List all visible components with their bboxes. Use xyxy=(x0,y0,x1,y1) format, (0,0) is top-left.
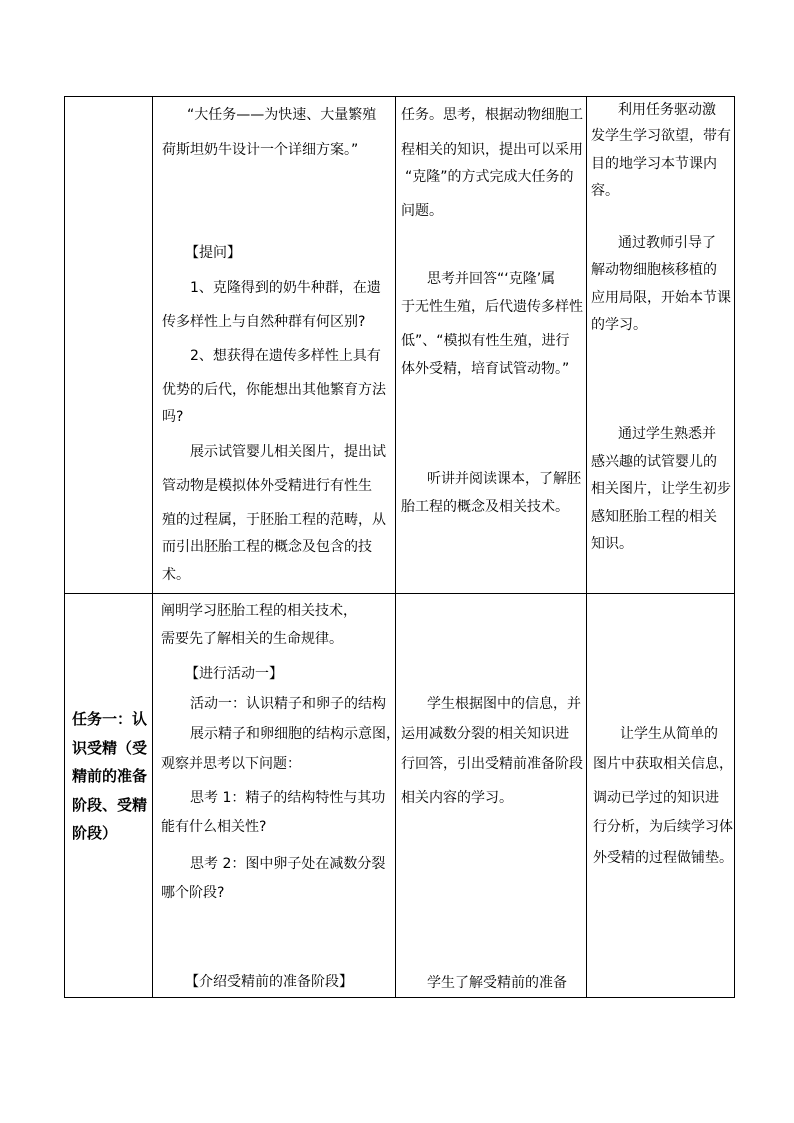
row1-intent-line: 相关图片，让学生初步 xyxy=(591,481,731,497)
row1-student-line: 问题。 xyxy=(401,203,443,219)
row2-intent-line: 行分析，为后续学习体 xyxy=(593,819,733,835)
column-divider xyxy=(152,97,153,997)
row2-process-line: 能有什么相关性? xyxy=(161,819,267,835)
stage-title-line: 阶段） xyxy=(72,824,118,842)
row2-intent-line: 外受精的过程做铺垫。 xyxy=(593,850,733,866)
row2-intent-line: 调动已学过的知识进 xyxy=(593,790,719,806)
row1-process-line: 荷斯坦奶牛设计一个详细方案。” xyxy=(162,142,359,158)
row1-intent-line: 目的地学习本节课内 xyxy=(591,156,717,172)
row1-process-line: 吗? xyxy=(162,409,184,425)
row1-process-line: 展示试管婴儿相关图片，提出试 xyxy=(190,444,386,460)
row2-process-line: 需要先了解相关的生命规律。 xyxy=(161,631,343,647)
stage-title-line: 阶段、受精 xyxy=(72,796,148,814)
row1-student-line: 于无性生殖，后代遗传多样性 xyxy=(401,299,583,315)
row1-intent-line: 容。 xyxy=(591,183,619,199)
row1-intent-line: 感知胚胎工程的相关 xyxy=(591,509,717,525)
row2-process-line: 【进行活动一】 xyxy=(185,666,283,682)
row1-intent-line: 知识。 xyxy=(591,536,633,552)
row1-student-line: 思考并回答“‘克隆’属 xyxy=(427,271,556,287)
row2-process-line: 展示精子和卵细胞的结构示意图， xyxy=(190,726,400,742)
row1-student-line: 程相关的知识，提出可以采用 xyxy=(401,142,583,158)
row1-intent-line: 发学生学习欲望，带有 xyxy=(591,128,731,144)
row1-process-line: “大任务——为快速、大量繁殖 xyxy=(187,107,377,123)
row2-student-line: 相关内容的学习。 xyxy=(401,790,513,806)
row2-process-line: 阐明学习胚胎工程的相关技术， xyxy=(161,603,357,619)
row1-process-line: 2、想获得在遗传多样性上具有 xyxy=(190,348,381,364)
row1-student-line: 体外受精，培育试管动物。” xyxy=(401,361,570,377)
row2-process-line: 【介绍受精前的准备阶段】 xyxy=(185,974,353,990)
stage-title-line: 任务一：认 xyxy=(72,710,148,728)
row1-student-line: “克隆”的方式完成大任务的 xyxy=(405,169,574,185)
row1-process-line: 管动物是模拟体外受精进行有性生 xyxy=(162,478,372,494)
stage-title-line: 精前的准备 xyxy=(72,767,148,785)
row2-process-line: 思考 1：精子的结构特性与其功 xyxy=(190,790,386,806)
row1-process-line: 术。 xyxy=(162,567,190,583)
row1-student-line: 胎工程的概念及相关技术。 xyxy=(401,499,569,515)
row2-process-line: 活动一：认识精子和卵子的结构 xyxy=(190,696,386,712)
row2-process-line: 思考 2：图中卵子处在减数分裂 xyxy=(190,856,386,872)
column-divider xyxy=(395,97,396,997)
row2-student-line: 学生根据图中的信息，并 xyxy=(427,696,581,712)
row1-process-line: 优势的后代，你能想出其他繁育方法 xyxy=(162,382,386,398)
row2-process-line: 哪个阶段? xyxy=(161,885,225,901)
row1-intent-line: 解动物细胞核移植的 xyxy=(591,262,717,278)
row1-process-line: 而引出胚胎工程的概念及包含的技 xyxy=(162,539,372,555)
row-divider xyxy=(65,593,734,594)
row1-intent-line: 应用局限，开始本节课 xyxy=(591,290,731,306)
column-divider xyxy=(586,97,587,997)
row1-process-line: 传多样性上与自然种群有何区别? xyxy=(162,314,366,330)
row1-intent-line: 利用任务驱动激 xyxy=(618,102,716,118)
row2-student-line: 运用减数分裂的相关知识进 xyxy=(401,726,569,742)
row1-process-line: 1、克隆得到的奶牛种群，在遗 xyxy=(190,280,381,296)
row1-process-line: 【提问】 xyxy=(185,245,241,261)
row1-intent-line: 通过学生熟悉并 xyxy=(618,426,716,442)
row1-process-line: 殖的过程属，于胚胎工程的范畴，从 xyxy=(162,512,386,528)
row1-intent-line: 感兴趣的试管婴儿的 xyxy=(591,454,717,470)
row2-student-line: 学生了解受精前的准备 xyxy=(427,975,567,991)
row1-student-line: 低”、“模拟有性生殖，进行 xyxy=(401,333,570,349)
row1-intent-line: 通过教师引导了 xyxy=(618,235,716,251)
row2-process-line: 观察并思考以下问题： xyxy=(161,756,301,772)
row2-intent-line: 让学生从简单的 xyxy=(620,726,718,742)
stage-title-line: 识受精（受 xyxy=(72,739,148,757)
row1-intent-line: 的学习。 xyxy=(591,317,647,333)
row2-intent-line: 图片中获取相关信息， xyxy=(593,756,733,772)
lesson-plan-table xyxy=(64,96,735,998)
row2-student-line: 行回答，引出受精前准备阶段 xyxy=(401,756,583,772)
row1-student-line: 任务。思考，根据动物细胞工 xyxy=(401,107,583,123)
row1-student-line: 听讲并阅读课本，了解胚 xyxy=(427,471,581,487)
